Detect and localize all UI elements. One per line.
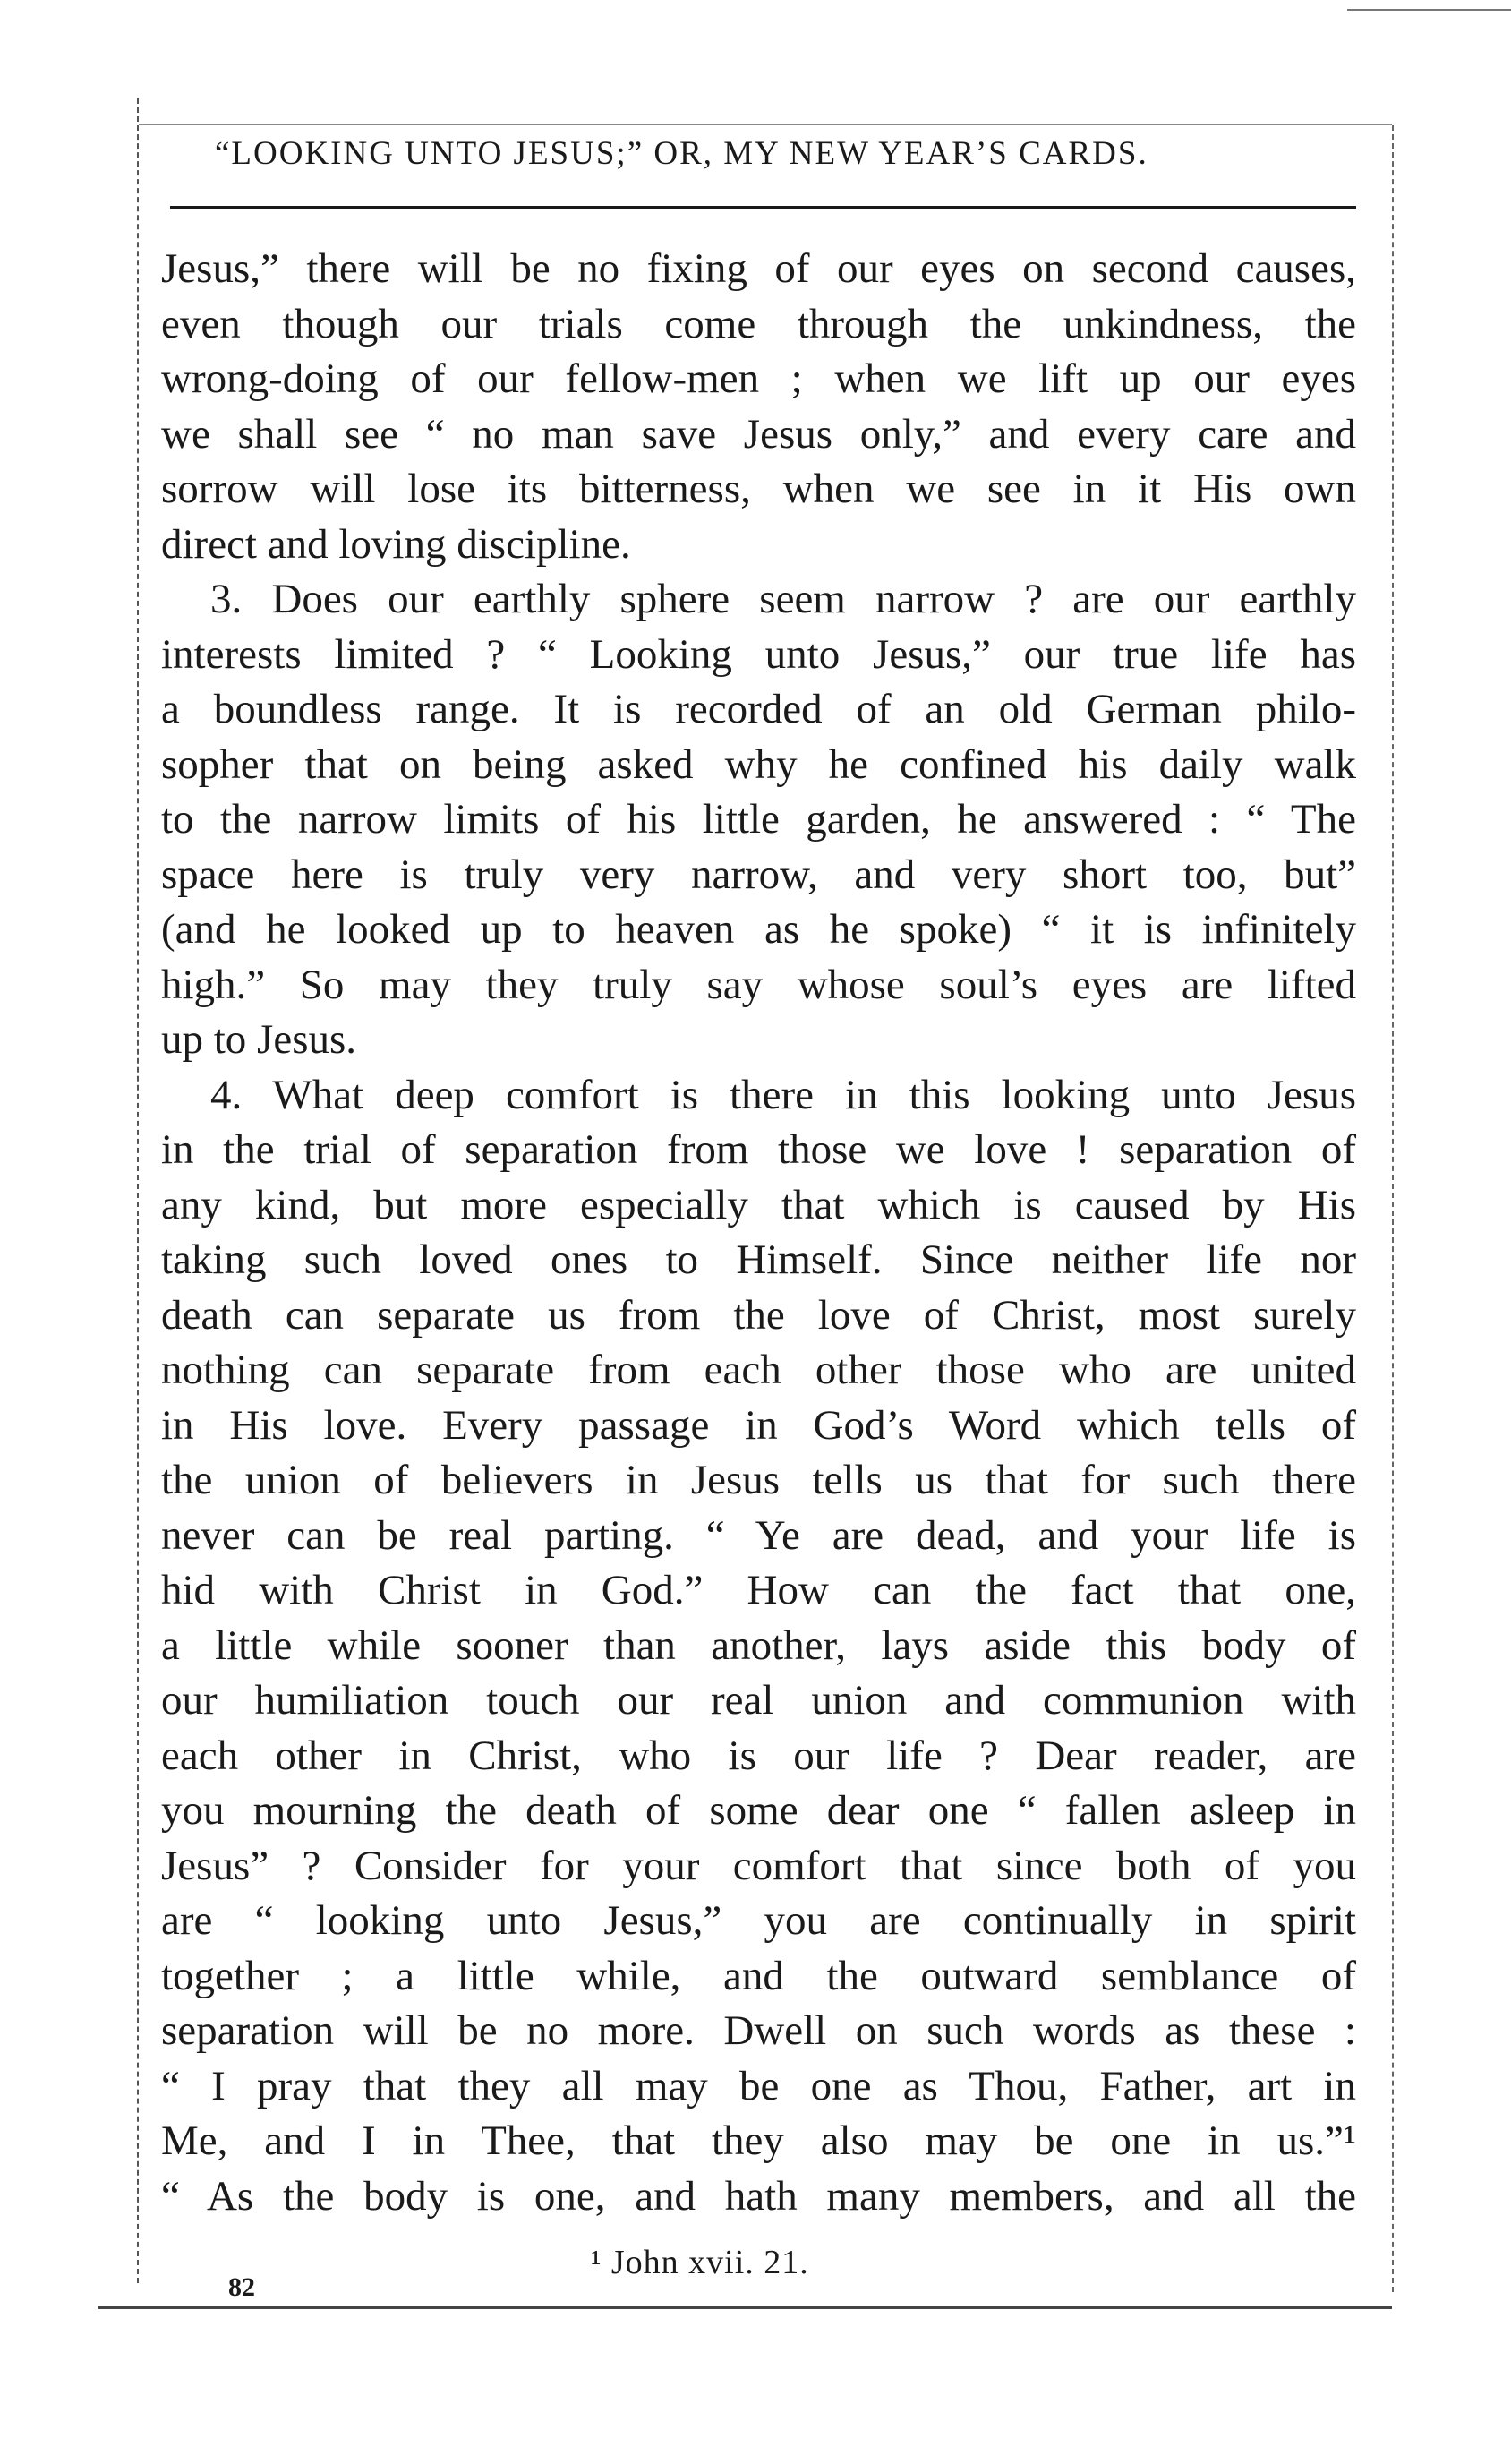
text-line: hid with Christ in God.” How can the fact that one, [161, 1567, 1356, 1613]
text-line: (and he looked up to heaven as he spoke) “ it is infinitely [161, 906, 1356, 953]
text-line: a little while sooner than another, lays aside this body of [161, 1621, 1356, 1669]
paragraph-4-start: 4. What deep comfort is there in this looking unto Jesus [210, 1071, 1356, 1118]
page-number: 82 [228, 2272, 255, 2302]
text-line: high.” So may they truly say whose soul’s eyes are lifted [161, 961, 1356, 1008]
text-line: to the narrow limits of his little garden, he answered : “ The [161, 796, 1356, 843]
text-line: space here is truly very narrow, and very short too, but” [161, 851, 1356, 898]
text-line: the union of believers in Jesus tells us that for such there [161, 1457, 1356, 1503]
text-line: we shall see “ no man save Jesus only,” and every care and [161, 410, 1356, 458]
text-line: direct and loving discipline. [161, 520, 631, 568]
text-line: each other in Christ, who is our life ? Dear reader, are [161, 1732, 1356, 1779]
page-frame-right [1392, 125, 1394, 2292]
running-header: “LOOKING UNTO JESUS;” OR, MY NEW YEAR’S CARDS. [215, 135, 1148, 172]
text-line: in His love. Every passage in God’s Word which tells of [161, 1401, 1356, 1449]
text-line: “ I pray that they all may be one as Thou, Father, art in [161, 2062, 1356, 2109]
text-line: “ As the body is one, and hath many members, and all the [161, 2172, 1356, 2220]
text-line: sorrow will lose its bitterness, when we see in it His own [161, 466, 1356, 512]
header-rule [170, 206, 1356, 209]
body-text [161, 242, 1356, 2224]
page-frame-top [139, 124, 1392, 125]
text-line: never can be real parting. “ Ye are dead, and your life is [161, 1511, 1356, 1559]
text-line: Me, and I in Thee, that they also may be one in us.”¹ [161, 2118, 1356, 2164]
text-line: sopher that on being asked why he confined his daily walk [161, 740, 1356, 788]
text-line: wrong-doing of our fellow-men ; when we lift up our eyes [161, 355, 1356, 402]
text-line: interests limited ? “ Looking unto Jesus,” our true life has [161, 630, 1356, 678]
text-line: together ; a little while, and the outward semblance of [161, 1952, 1356, 1999]
footnote: ¹ John xvii. 21. [591, 2244, 809, 2281]
text-line: death can separate us from the love of Christ, most surely [161, 1291, 1356, 1339]
text-line: taking such loved ones to Himself. Since neither life nor [161, 1236, 1356, 1283]
scan-edge-line [1347, 9, 1511, 11]
text-line: separation will be no more. Dwell on such words as these : [161, 2007, 1356, 2054]
paragraph-3-start: 3. Does our earthly sphere seem narrow ? are our earthly [210, 576, 1356, 622]
text-line: you mourning the death of some dear one “ fallen asleep in [161, 1787, 1356, 1834]
text-line: Jesus,” there will be no fixing of our eyes on second causes, [161, 245, 1356, 292]
text-line: even though our trials come through the unkindness, the [161, 300, 1356, 347]
text-line: nothing can separate from each other those who are united [161, 1347, 1356, 1393]
page-frame-bottom [98, 2306, 1392, 2309]
text-line: Jesus” ? Consider for your comfort that since both of you [161, 1842, 1356, 1889]
text-line: in the trial of separation from those we love ! separation of [161, 1126, 1356, 1173]
text-line: our humiliation touch our real union and communion with [161, 1677, 1356, 1724]
page-frame-left [137, 98, 139, 2283]
text-line: up to Jesus. [161, 1016, 357, 1063]
text-line: are “ looking unto Jesus,” you are continually in spirit [161, 1897, 1356, 1944]
text-line: any kind, but more especially that which is caused by His [161, 1181, 1356, 1228]
text-line: a boundless range. It is recorded of an old German philo- [161, 686, 1356, 732]
